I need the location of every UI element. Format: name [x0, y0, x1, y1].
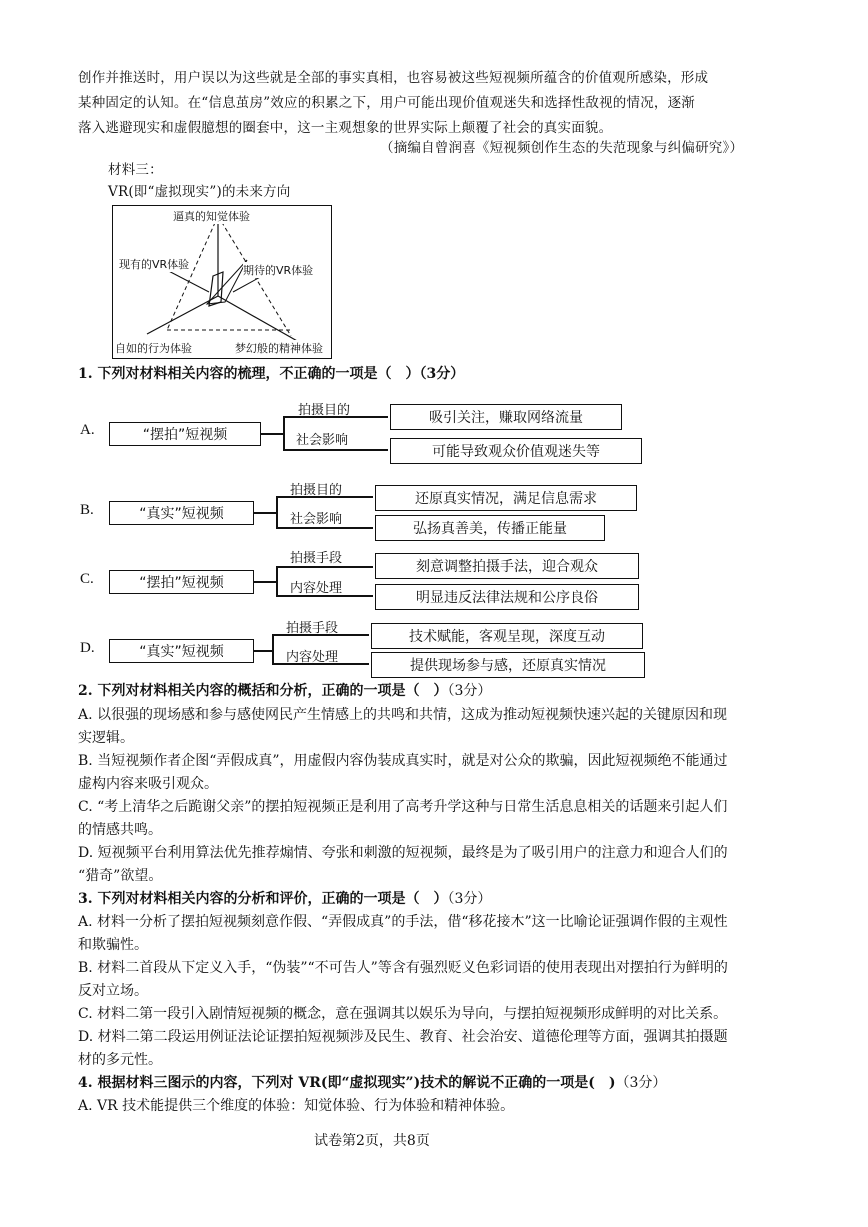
vr-label-bottom-right: 梦幻般的精神体验	[235, 342, 323, 355]
q3-b-line2: 反对立场。	[78, 983, 148, 999]
q3-a-line1: A. 材料一分析了摆拍短视频刻意作假、“弄假成真”的手法，借“移花接木”这一比喻论证强调作假的主观性	[78, 914, 728, 930]
q3-a-line2: 和欺骗性。	[78, 937, 148, 953]
connector	[254, 581, 276, 583]
vr-diagram	[112, 205, 332, 359]
q3-title-row	[78, 888, 491, 911]
q3-b-line1: B. 材料二首段从下定义入手，“伪装”“不可告人”等含有强烈贬义色彩词语的使用表现出对摆拍行为鲜明的	[78, 960, 728, 976]
q2-b-line1: B. 当短视频作者企图“弄假成真”，用虚假内容伪装成真实时，就是对公众的欺骗，因此短视频绝不能通过	[78, 753, 728, 769]
q2-c-line2: 的情感共鸣。	[78, 822, 162, 838]
connector	[283, 449, 388, 451]
q2-title-row	[78, 680, 491, 703]
q2-a-line2: 实逻辑。	[78, 730, 134, 746]
result-box: 提供现场参与感，还原真实情况	[371, 652, 645, 678]
result-box: 明显违反法律法规和公序良俗	[375, 584, 639, 610]
vr-diagram-lines	[113, 206, 331, 358]
intro-source: （摘编自曾润喜《短视频创作生态的失范现象与纠偏研究》）	[380, 140, 744, 156]
branch-label: 拍摄目的	[290, 483, 343, 498]
q3-d-line2: 材的多元性。	[78, 1052, 162, 1068]
source-box: “摆拍”短视频	[109, 422, 261, 446]
option-letter: A.	[80, 422, 95, 438]
branch-label: 内容处理	[290, 581, 343, 596]
branch-label: 社会影响	[296, 433, 349, 448]
result-box: 刻意调整拍摄手法，迎合观众	[375, 553, 639, 579]
option-letter: C.	[80, 571, 94, 587]
connector	[276, 566, 278, 596]
connector	[283, 416, 285, 450]
connector	[272, 634, 274, 664]
material3-title: VR(即“虚拟现实”)的未来方向	[108, 184, 291, 200]
vr-label-bottom-left: 自如的行为体验	[115, 342, 192, 355]
connector	[276, 566, 373, 568]
branch-label: 拍摄目的	[298, 403, 351, 418]
branch-label: 社会影响	[290, 512, 343, 527]
connector	[276, 527, 373, 529]
intro-line-2: 某种固定的认知。在“信息茧房”效应的积累之下，用户可能出现价值观迷失和选择性敌视的情况，逐渐	[78, 95, 696, 111]
result-box: 弘扬真善美，传播正能量	[375, 515, 605, 541]
q1-title: 1. 下列对材料相关内容的梳理，不正确的一项是（ ）（3分）	[78, 366, 465, 382]
q3-d-line1: D. 材料二第二段运用例证法论证摆拍短视频涉及民生、教育、社会治安、道德伦理等方面，强调其拍摄题	[78, 1029, 728, 1045]
q2-d-line2: “猎奇”欲望。	[78, 868, 163, 884]
q4-score: （3分）	[615, 1075, 667, 1091]
page-footer: 试卷第2页，共8页	[314, 1133, 430, 1149]
material3-label: 材料三：	[108, 162, 163, 178]
connector	[276, 496, 278, 528]
source-box: “真实”短视频	[109, 639, 254, 663]
branch-label: 拍摄手段	[286, 621, 339, 636]
vr-label-right: 期待的VR体验	[243, 264, 314, 277]
q4-title-row	[78, 1072, 666, 1095]
q2-score: （3分）	[447, 683, 492, 699]
intro-line-1: 创作并推送时，用户误以为这些就是全部的事实真相，也容易被这些短视频所蕴含的价值观所感染，形成	[78, 70, 709, 86]
source-box: “真实”短视频	[109, 501, 254, 525]
branch-label: 拍摄手段	[290, 551, 343, 566]
q2-b-line2: 虚构内容来吸引观众。	[78, 776, 218, 792]
q2-c-line1: C. “考上清华之后跪谢父亲”的摆拍短视频正是利用了高考升学这种与日常生活息息相关的话题来引起人们	[78, 799, 728, 815]
q2-a-line1: A. 以很强的现场感和参与感使网民产生情感上的共鸣和共情，这成为推动短视频快速兴起的关键原因和现	[78, 707, 728, 723]
branch-label: 内容处理	[286, 650, 339, 665]
vr-label-left: 现有的VR体验	[119, 258, 190, 271]
q2-d-line1: D. 短视频平台利用算法优先推荐煽情、夸张和刺激的短视频，最终是为了吸引用户的注意力和迎合人们的	[78, 845, 728, 861]
q3-title: 3. 下列对材料相关内容的分析和评价，正确的一项是（ ）	[78, 891, 448, 907]
q3-c-line1: C. 材料二第一段引入剧情短视频的概念，意在强调其以娱乐为导向，与摆拍短视频形成鲜明的对比关系。	[78, 1006, 728, 1022]
q3-score: （3分）	[447, 891, 492, 907]
connector	[254, 650, 272, 652]
result-box: 技术赋能，客观呈现，深度互动	[371, 623, 643, 649]
option-letter: B.	[80, 502, 94, 518]
connector	[254, 512, 276, 514]
source-box: “摆拍”短视频	[109, 570, 254, 594]
result-box: 还原真实情况，满足信息需求	[375, 485, 637, 511]
result-box: 可能导致观众价值观迷失等	[390, 438, 642, 464]
intro-line-3: 落入逃避现实和虚假臆想的圈套中，这一主观想象的世界实际上颠覆了社会的真实面貌。	[78, 120, 613, 136]
connector	[261, 433, 283, 435]
option-letter: D.	[80, 640, 95, 656]
q4-title: 4. 根据材料三图示的内容，下列对 VR(即“虚拟现实”)技术的解说不正确的一项是( )	[78, 1075, 616, 1091]
q2-title: 2. 下列对材料相关内容的概括和分析，正确的一项是（ ）	[78, 683, 448, 699]
q4-a-line1: A. VR 技术能提供三个维度的体验：知觉体验、行为体验和精神体验。	[78, 1098, 515, 1114]
result-box: 吸引关注，赚取网络流量	[390, 404, 622, 430]
vr-label-top: 逼真的知觉体验	[173, 210, 250, 223]
